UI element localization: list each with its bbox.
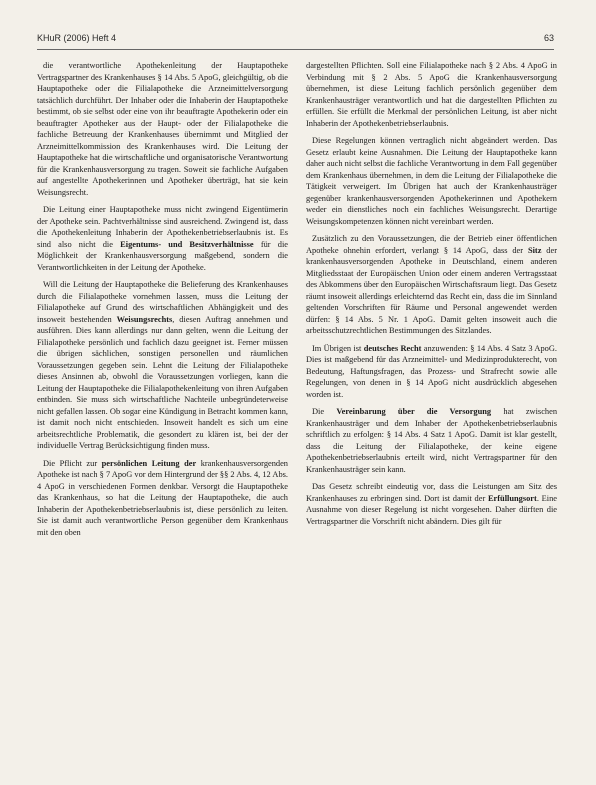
paragraph [306, 233, 557, 337]
paragraph [37, 60, 288, 198]
paragraph-text: die verantwortliche Apothekenleitung der Hauptapotheke Vertragspartner des Krankenhauses § 14 Abs. 5 ApoG, gleichgültig, ob die Hauptapotheke oder die Filialapotheke die Arzneimittelversorgung tatsächlich durchführt. Der Inhaber oder die Inhaberin der Hauptapotheke bestimmt, ob sie selbst oder eine von ihr beauftragte Apothekerin oder ein beauftragter Apotheker aus der Haupt- oder der Filialapotheke die fachliche Betreuung der Krankenhauses übernimmt und Mitglied der Arzneimittelkommission des Krankenhauses wird. Die Leitung der Hauptapotheke hat die wirtschaftliche und organisatorische Verantwortung für die Krankenhausversorgung zu tragen. Soweit sie fachliche Aufgaben auf angestellte Apothekerinnen und Apotheker überträgt, hat sie kein Weisungsrecht. [37, 61, 288, 197]
paragraph [306, 481, 557, 527]
paragraph-text: Die [312, 407, 337, 416]
emphasis-text: Sitz [527, 245, 542, 255]
paragraph-text: hat zwischen Krankenhausträger und dem Inhaber der Apothekenbetriebserlaubnis schriftlich zu erfolgen: § 14 Abs. 4 Satz 1 ApoG. Damit ist klar gestellt, dass die Leitung der Filialapotheke, der keine eigene Apothekenbetriebserlaubnis erteilt wird, nicht Vertragspartner für den Krankenhausträger sein kann. [306, 407, 557, 474]
header-rule [37, 49, 554, 50]
paragraph-text: Die Pflicht zur [43, 458, 102, 468]
paragraph-text: Diese Regelungen können vertraglich nicht abgeändert werden. Das Gesetz erlaubt keine Ausnahmen. Die Leitung der Hauptapotheke kann daher auch nicht selbst die fachliche Verantwortung in dem Fall gegenüber dem Krankenhaus übernehmen, in dem die Leitung der Filialapotheke die Tätigkeit verweigert. Im Übrigen hat auch der Krankenhausträger gegenüber krankenhausversorgenden Apothekerinnen und Apothekern weder ein dienstliches noch ein fachliches Weisungsrecht. Derartige Weisungskompetenzen können nicht vereinbart werden. [306, 136, 557, 226]
paragraph-text: Im Übrigen ist [312, 343, 364, 353]
paragraph-text: anzuwenden: § 14 Abs. 4 Satz 3 ApoG. Dies ist maßgebend für das Arzneimittel- und Medizinprodukterecht, von Bedeutung, Haftungsfragen, das Prozess- und Strafrecht sowie alle Regelungen, von denen in § 14 ApoG nicht ausdrücklich abgesehen worden ist. [306, 343, 557, 399]
left-column [37, 60, 288, 782]
paragraph-text: . Eine Ausnahme von dieser Regelung ist nicht vorgesehen. Daher dürften die Vertragspartner die Vorschrift nicht abändern. Dies gilt für [306, 493, 557, 526]
journal-reference: KHuR (2006) Heft 4 [37, 33, 117, 43]
emphasis-text: Erfüllungsort [487, 493, 537, 503]
paragraph-text: Die Leitung einer Hauptapotheke muss nicht zwingend Eigentümerin der Apotheke sein. Pachtverhältnisse sind ausreichend. Zwingend ist, dass die Apothekenleitung Inhaberin der Apothekenbetriebserlaubnis ist. Es sind also nicht die [37, 205, 288, 249]
paragraph [37, 279, 288, 452]
right-column [306, 60, 557, 782]
paragraph [37, 204, 288, 273]
emphasis-text: Weisungsrechts [116, 314, 173, 324]
paragraph [306, 343, 557, 401]
paragraph [37, 458, 288, 539]
emphasis-text: deutsches Recht [363, 343, 422, 353]
paragraph [306, 135, 557, 227]
paragraph-text: , diesen Auftrag annehmen und ausführen. Dies kann allerdings nur dann gelten, wenn die Leitung der Filialapotheke persönlich und fachlich dazu geeignet ist. Ferner müssen die übrigen sächlichen, sonstigen personellen und räumlichen Voraussetzungen gegeben sein. Lehnt die Leitung der Filialapotheke dieses Ansinnen ab, obwohl die Voraussetzungen vorliegen, kann die Leitung der Hauptapotheke die Filialapothekenleitung von ihren Aufgaben entbinden. Sie muss sich wirtschaftliche Nachteile unbegründeterweise nicht gefallen lassen. Ob sogar eine Kündigung in Betracht kommen kann, ist damit noch nicht entschieden. Insoweit handelt es sich um eine arbeitsrechtliche Problematik, die gesondert zu klären ist, bei der der individuelle Vertrag Berücksichtigung finden muss. [37, 314, 288, 450]
emphasis-text: Eigentums- und Besitzverhältnisse [120, 239, 254, 249]
paragraph-text: Das Gesetz schreibt eindeutig vor, dass die Leistungen am Sitz des Krankenhauses zu erbringen sind. Dort ist damit der [306, 482, 557, 503]
page-number: 63 [543, 33, 554, 43]
paragraph-text: dargestellten Pflichten. Soll eine Filialapotheke nach § 2 Abs. 4 ApoG in Verbindung mit § 2 Abs. 5 ApoG die Krankenhausversorgung übernehmen, ist diese Leitung fachlich persönlich gegenüber dem Krankenhausträger verantwortlich und hat die dargestellten Pflichten zu erfüllen. Sie erfüllt die Merkmal der persönlichen Leitung, ist aber nicht Inhaberin der Apothekenbetriebserlaubnis. [306, 61, 557, 128]
emphasis-text: persönlichen Leitung der [101, 458, 197, 468]
page-header [37, 33, 554, 47]
emphasis-text: Vereinbarung über die Versorgung [336, 407, 492, 416]
paragraph-text: der krankenhausversorgenden Apotheke in Deutschland, einem anderen Mitgliedsstaat der Europäischen Union oder einem anderen Vertragsstaat des Abkommens über den Europäischen Wirtschaftsraum liegt. Das Gesetz räumt insoweit allerdings erleichternd das Recht ein, dass die im Sinnland geltenden Vorschriften für Räume und Personal angewendet werden dürfen: § 14 Abs. 5 Nr. 1 ApoG. Damit gelten insoweit auch die arbeitsschutzrechtlichen Bestimmungen des Sitzlandes. [306, 245, 557, 335]
paragraph [306, 406, 557, 475]
paragraph-text: Zusätzlich zu den Voraussetzungen, die der Betrieb einer öffentlichen Apotheke ohnehin erfordert, verlangt § 14 ApoG, dass der [306, 234, 557, 255]
paragraph [306, 60, 557, 129]
paragraph-text: krankenhausversorgenden Apotheke ist nach § 7 ApoG vor dem Hintergrund der §§ 2 Abs. 4, 12 Abs. 4 ApoG in verschiedenen Formen denkbar. Versorgt die Hauptapotheke das Krankenhaus, so hat die Leitung der Hauptapotheke, die auch Inhaberin der Apothekenbetriebserlaubnis ist, diese persönlich zu leiten. Sie ist damit auch verantwortliche Person gegenüber dem Krankenhaus mit den oben [37, 458, 288, 537]
paragraph-text: für die Möglichkeit der Krankenhausversorgung maßgebend, sondern die Verantwortlichkeiten in der Leitung der Apotheke. [37, 239, 288, 272]
paragraph-text: Will die Leitung der Hauptapotheke die Belieferung des Krankenhauses durch die Filialapotheke vornehmen lassen, muss die Leitung der Filialapotheke auf Grund des wirtschaftlichen Abhängigkeit und des insoweit bestehenden [37, 280, 288, 324]
